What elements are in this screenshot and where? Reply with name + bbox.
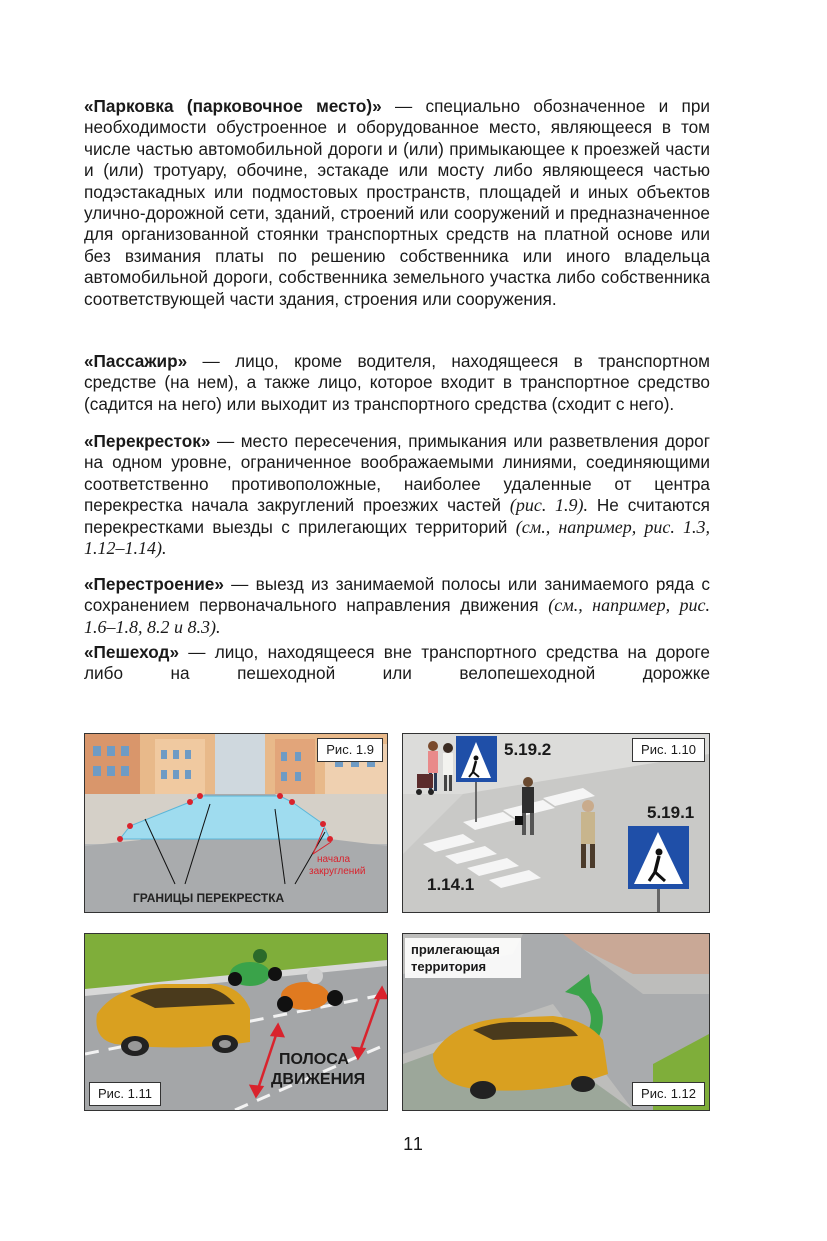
- definition-lane-change: [84, 574, 710, 638]
- marking-label-1-14-1: 1.14.1: [427, 875, 475, 894]
- definition-intersection-body-2: Не считаются перекрестками выезды с прилегающих территорий: [84, 495, 710, 537]
- label-territory-line2: территория: [411, 959, 487, 974]
- definition-intersection: [84, 431, 710, 559]
- term-passenger: «Пассажир»: [84, 351, 188, 371]
- sign-label-5-19-1: 5.19.1: [647, 803, 695, 822]
- term-lane-change: «Перестроение»: [84, 574, 224, 594]
- label-corner-starts-line1: начала: [317, 854, 351, 865]
- definition-passenger: [84, 351, 710, 415]
- page-number: 11: [403, 1134, 424, 1154]
- label-corner-starts-line2: закруглений: [309, 866, 366, 877]
- lane-change-figure-ref: (см., например, рис. 1.6–1.8, 8.2 и 8.3).: [84, 595, 710, 637]
- figure-1-11: [84, 933, 388, 1111]
- figure-1-12: [402, 933, 710, 1111]
- definition-parking-body: — специально обозначенное и при необходимости обустроенное и оборудованное место, являющееся в том числе частью автомобильной дороги и (или) примыкающее к проезжей части и (или) тротуару, обочине, эстакаде или мосту либо являющееся частью подэстакадных или подмостовых пространств, площадей и иных объектов улично-дорожной сети, зданий, строений или сооружений и предназначенное для организованной стоянки транспортных средств на платной основе или без взимания платы по решению собственника или иного владельца автомобильной дороги, собственника земельного участка либо собственника соответствующей части здания, строения или сооружения.: [84, 96, 710, 309]
- intersection-figure-ref: (рис. 1.9).: [509, 495, 588, 516]
- definition-intersection-body: — место пересечения, примыкания или разветвления дорог на одном уровне, ограниченное воображаемыми линиями, соединяющими соответственно противоположные, наиболее удаленные от центра перекрестка начала закруглений проезжих частей: [84, 431, 710, 516]
- label-territory-line1: прилегающая: [411, 942, 500, 957]
- caption-fig-1-11: Рис. 1.11: [89, 1082, 161, 1106]
- sign-label-5-19-2: 5.19.2: [504, 740, 552, 759]
- definition-passenger-body: — лицо, кроме водителя, находящееся в транспортном средстве (на нем), а также лицо, которое входит в транспортное средство (садится на него) или выходит из транспортного средства (сходит с него).: [84, 351, 710, 414]
- caption-fig-1-12: Рис. 1.12: [632, 1082, 705, 1106]
- caption-fig-1-10: Рис. 1.10: [632, 738, 705, 762]
- term-parking: «Парковка (парковочное место)»: [84, 96, 382, 116]
- definition-pedestrian: [84, 642, 710, 685]
- label-lane-line1: ПОЛОСА: [279, 1051, 349, 1068]
- term-intersection: «Перекресток»: [84, 431, 211, 451]
- label-intersection-bounds: ГРАНИЦЫ ПЕРЕКРЕСТКА: [133, 891, 285, 905]
- intersection-figure-ref-2: (см., например, рис. 1.3, 1.12–1.14).: [84, 516, 710, 559]
- term-pedestrian: «Пешеход»: [84, 642, 180, 662]
- definition-lane-change-body: — выезд из занимаемой полосы или занимаемого ряда с сохранением первоначального направления движения: [84, 574, 710, 616]
- caption-fig-1-9: Рис. 1.9: [317, 738, 383, 762]
- figure-1-10: [402, 733, 710, 913]
- definition-parking: [84, 96, 710, 310]
- label-lane-line2: ДВИЖЕНИЯ: [271, 1071, 366, 1088]
- figure-1-9: [84, 733, 388, 913]
- definition-pedestrian-body: — лицо, находящееся вне транспортного средства на дороге либо на пешеходной или велопешеходной дорожке: [84, 642, 710, 684]
